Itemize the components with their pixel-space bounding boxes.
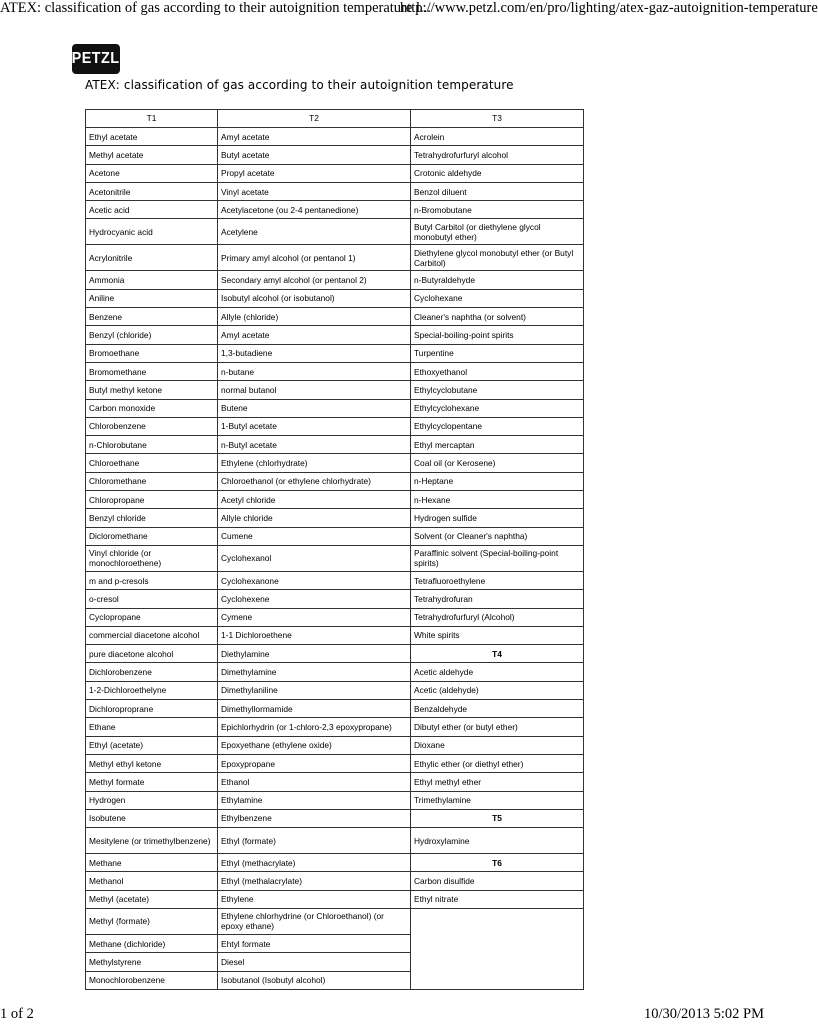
cell-t3: n-Butyraldehyde xyxy=(411,271,584,289)
table-row xyxy=(86,608,584,626)
cell-t3: Ethoxyethanol xyxy=(411,362,584,380)
cell-t3: Coal oil (or Kerosene) xyxy=(411,454,584,472)
table-row xyxy=(86,245,584,271)
cell-t3: Dioxane xyxy=(411,736,584,754)
table-row xyxy=(86,545,584,571)
cell-t3: Solvent (or Cleaner's naphtha) xyxy=(411,527,584,545)
cell-t2: Ethylene chlorhydrine (or Chloroethanol) (or epoxy ethane) xyxy=(218,908,411,934)
cell-t3: Paraffinic solvent (Special-boiling-point spirits) xyxy=(411,545,584,571)
table-row xyxy=(86,491,584,509)
cell-t1: Chloropropane xyxy=(86,491,218,509)
cell-t1: Methyl ethyl ketone xyxy=(86,754,218,772)
cell-t1: Methyl (formate) xyxy=(86,908,218,934)
cell-t2: 1-Butyl acetate xyxy=(218,417,411,435)
table-row xyxy=(86,399,584,417)
table-row xyxy=(86,381,584,399)
cell-t2: Primary amyl alcohol (or pentanol 1) xyxy=(218,245,411,271)
table-row xyxy=(86,773,584,791)
table-row xyxy=(86,828,584,854)
cell-t1: Chloroethane xyxy=(86,454,218,472)
table-row xyxy=(86,571,584,589)
column-header-t2: T2 xyxy=(218,110,411,128)
cell-t3: Acrolein xyxy=(411,128,584,146)
cell-t2: Vinyl acetate xyxy=(218,182,411,200)
table-row xyxy=(86,289,584,307)
cell-t1: Chlorobenzene xyxy=(86,417,218,435)
browser-page-url[interactable]: http://www.petzl.com/en/pro/lighting/atex-gaz-autoignition-temperature xyxy=(400,0,818,16)
cell-t2: Allyle chloride xyxy=(218,509,411,527)
cell-t3: Dibutyl ether (or butyl ether) xyxy=(411,718,584,736)
table-header-row xyxy=(86,110,584,128)
cell-t1: Acetonitrile xyxy=(86,182,218,200)
cell-t2: Propyl acetate xyxy=(218,164,411,182)
cell-t2: Epoxypropane xyxy=(218,754,411,772)
cell-t3: Tetrahydrofurfuryl (Alcohol) xyxy=(411,608,584,626)
cell-t2: Cyclohexanol xyxy=(218,545,411,571)
cell-t2: Cyclohexene xyxy=(218,590,411,608)
cell-t2: Acetyl chloride xyxy=(218,491,411,509)
cell-t1: Hydrocyanic acid xyxy=(86,219,218,245)
table-row xyxy=(86,663,584,681)
cell-t2: Butyl acetate xyxy=(218,146,411,164)
table-row xyxy=(86,472,584,490)
cell-t1: Aniline xyxy=(86,289,218,307)
table-row xyxy=(86,527,584,545)
cell-t3: Special-boiling-point spirits xyxy=(411,326,584,344)
cell-t3: Tetrahydrofuran xyxy=(411,590,584,608)
cell-t3: Tetrafluoroethylene xyxy=(411,571,584,589)
table-row xyxy=(86,362,584,380)
table-row xyxy=(86,590,584,608)
cell-t2: Isobutyl alcohol (or isobutanol) xyxy=(218,289,411,307)
cell-t1: Methanol xyxy=(86,872,218,890)
cell-t1: Bromoethane xyxy=(86,344,218,362)
table-row xyxy=(86,854,584,872)
table-row xyxy=(86,645,584,663)
cell-t3: Hydrogen sulfide xyxy=(411,509,584,527)
cell-t3: Carbon disulfide xyxy=(411,872,584,890)
cell-t3: White spirits xyxy=(411,626,584,644)
cell-t2: 1-1 Dichloroethene xyxy=(218,626,411,644)
cell-t2: Ethyl (methacrylate) xyxy=(218,854,411,872)
cell-t3: Crotonic aldehyde xyxy=(411,164,584,182)
cell-t1: Acetic acid xyxy=(86,201,218,219)
cell-t1: Methane (dichloride) xyxy=(86,934,218,952)
table-row xyxy=(86,626,584,644)
cell-t3: Cyclohexane xyxy=(411,289,584,307)
cell-t1: Ethane xyxy=(86,718,218,736)
cell-t2: Cymene xyxy=(218,608,411,626)
cell-t2: Ethyl (formate) xyxy=(218,828,411,854)
cell-t1: Ethyl acetate xyxy=(86,128,218,146)
cell-t1: Bromomethane xyxy=(86,362,218,380)
table-row xyxy=(86,736,584,754)
petzl-logo xyxy=(72,44,120,74)
cell-t1: Isobutene xyxy=(86,809,218,827)
table-row xyxy=(86,908,584,934)
cell-t2: Allyle (chloride) xyxy=(218,308,411,326)
cell-t2: Cumene xyxy=(218,527,411,545)
cell-t3: Ethylic ether (or diethyl ether) xyxy=(411,754,584,772)
cell-t2: Epichlorhydrin (or 1-chloro-2,3 epoxypropane) xyxy=(218,718,411,736)
cell-t1: Methyl (acetate) xyxy=(86,890,218,908)
cell-t1: Acetone xyxy=(86,164,218,182)
table-row xyxy=(86,890,584,908)
table-row xyxy=(86,182,584,200)
cell-t3: n-Bromobutane xyxy=(411,201,584,219)
table-row xyxy=(86,791,584,809)
cell-t1: Benzene xyxy=(86,308,218,326)
cell-t3: Ethylcyclobutane xyxy=(411,381,584,399)
cell-t3: n-Heptane xyxy=(411,472,584,490)
cell-t3: Ethylcyclohexane xyxy=(411,399,584,417)
cell-t1: 1-2-Dichloroethelyne xyxy=(86,681,218,699)
cell-t2: Dimethylamine xyxy=(218,663,411,681)
cell-t3: n-Hexane xyxy=(411,491,584,509)
cell-t2: Isobutanol (Isobutyl alcohol) xyxy=(218,971,411,989)
cell-t2: Acetylene xyxy=(218,219,411,245)
column-header-t3: T3 xyxy=(411,110,584,128)
cell-t3: Turpentine xyxy=(411,344,584,362)
cell-t2: Ethanol xyxy=(218,773,411,791)
cell-t3: Ethyl nitrate xyxy=(411,890,584,908)
cell-t1: Mesitylene (or trimethylbenzene) xyxy=(86,828,218,854)
cell-t2: Diethylamine xyxy=(218,645,411,663)
cell-t1: Methyl formate xyxy=(86,773,218,791)
cell-t2: Ehtyl formate xyxy=(218,934,411,952)
cell-t2: Chloroethanol (or ethylene chlorhydrate) xyxy=(218,472,411,490)
table-row xyxy=(86,718,584,736)
cell-t2: normal butanol xyxy=(218,381,411,399)
table-row xyxy=(86,872,584,890)
cell-t1: Ammonia xyxy=(86,271,218,289)
cell-t3: Tetrahydrofurfuryl alcohol xyxy=(411,146,584,164)
cell-t2: Ethyl (methalacrylate) xyxy=(218,872,411,890)
table-row xyxy=(86,700,584,718)
cell-t2: Dimethylaniline xyxy=(218,681,411,699)
cell-t1: Dichlorobenzene xyxy=(86,663,218,681)
cell-t3: Diethylene glycol monobutyl ether (or Butyl Carbitol) xyxy=(411,245,584,271)
cell-t1: Chloromethane xyxy=(86,472,218,490)
cell-t3: Ethylcyclopentane xyxy=(411,417,584,435)
cell-t1: Cyclopropane xyxy=(86,608,218,626)
cell-t1: Ethyl (acetate) xyxy=(86,736,218,754)
table-row xyxy=(86,271,584,289)
cell-t1: Dichloroproprane xyxy=(86,700,218,718)
browser-page-title: ATEX: classification of gas according to their autoignition temperature l... xyxy=(0,0,431,16)
cell-t3: Acetic (aldehyde) xyxy=(411,681,584,699)
cell-t1: m and p-cresols xyxy=(86,571,218,589)
table-row xyxy=(86,436,584,454)
empty-cell-t3 xyxy=(411,908,584,989)
cell-t3: Trimethylamine xyxy=(411,791,584,809)
table-row xyxy=(86,417,584,435)
cell-t2: Ethylamine xyxy=(218,791,411,809)
gas-classification-table xyxy=(85,109,584,990)
cell-t1: commercial diacetone alcohol xyxy=(86,626,218,644)
cell-t3: Cleaner's naphtha (or solvent) xyxy=(411,308,584,326)
document-title: ATEX: classification of gas according to their autoignition temperature xyxy=(85,78,514,92)
cell-t1: Methylstyrene xyxy=(86,953,218,971)
subheader-t5: T5 xyxy=(411,809,584,827)
table-row xyxy=(86,164,584,182)
cell-t1: Dicloromethane xyxy=(86,527,218,545)
cell-t2: n-Butyl acetate xyxy=(218,436,411,454)
cell-t1: Acrylonitrile xyxy=(86,245,218,271)
subheader-t6: T6 xyxy=(411,854,584,872)
table-row xyxy=(86,308,584,326)
column-header-t1: T1 xyxy=(86,110,218,128)
table-row xyxy=(86,344,584,362)
cell-t3: Acetic aldehyde xyxy=(411,663,584,681)
cell-t2: Butene xyxy=(218,399,411,417)
table-row xyxy=(86,454,584,472)
cell-t2: Amyl acetate xyxy=(218,128,411,146)
cell-t1: Benzyl chloride xyxy=(86,509,218,527)
cell-t2: Secondary amyl alcohol (or pentanol 2) xyxy=(218,271,411,289)
cell-t3: Benzol diluent xyxy=(411,182,584,200)
cell-t3: Hydroxylamine xyxy=(411,828,584,854)
cell-t1: Vinyl chloride (or monochloroethene) xyxy=(86,545,218,571)
cell-t2: Cyclohexanone xyxy=(218,571,411,589)
cell-t2: Amyl acetate xyxy=(218,326,411,344)
cell-t2: Ethylene (chlorhydrate) xyxy=(218,454,411,472)
logo-text: PETZL xyxy=(72,50,120,67)
cell-t1: Benzyl (chloride) xyxy=(86,326,218,344)
cell-t1: o-cresol xyxy=(86,590,218,608)
table-body xyxy=(86,128,584,990)
page-count: 1 of 2 xyxy=(0,1006,34,1022)
cell-t2: Ethylbenzene xyxy=(218,809,411,827)
cell-t1: pure diacetone alcohol xyxy=(86,645,218,663)
cell-t1: Butyl methyl ketone xyxy=(86,381,218,399)
cell-t1: Monochlorobenzene xyxy=(86,971,218,989)
table-row xyxy=(86,809,584,827)
cell-t3: Ethyl mercaptan xyxy=(411,436,584,454)
cell-t3: Butyl Carbitol (or diethylene glycol monobutyl ether) xyxy=(411,219,584,245)
table-row xyxy=(86,219,584,245)
table-row xyxy=(86,146,584,164)
cell-t1: n-Chlorobutane xyxy=(86,436,218,454)
cell-t2: n-butane xyxy=(218,362,411,380)
cell-t2: 1,3-butadiene xyxy=(218,344,411,362)
cell-t1: Hydrogen xyxy=(86,791,218,809)
cell-t1: Methane xyxy=(86,854,218,872)
cell-t2: Dimethyllormamide xyxy=(218,700,411,718)
table-row xyxy=(86,326,584,344)
cell-t1: Methyl acetate xyxy=(86,146,218,164)
cell-t2: Acetylacetone (ou 2-4 pentanedione) xyxy=(218,201,411,219)
cell-t2: Epoxyethane (ethylene oxide) xyxy=(218,736,411,754)
cell-t2: Diesel xyxy=(218,953,411,971)
table-row xyxy=(86,754,584,772)
table-row xyxy=(86,509,584,527)
table-row xyxy=(86,201,584,219)
cell-t1: Carbon monoxide xyxy=(86,399,218,417)
table-row xyxy=(86,128,584,146)
print-datetime: 10/30/2013 5:02 PM xyxy=(643,1006,764,1022)
subheader-t4: T4 xyxy=(411,645,584,663)
table-row xyxy=(86,681,584,699)
cell-t3: Ethyl methyl ether xyxy=(411,773,584,791)
cell-t3: Benzaldehyde xyxy=(411,700,584,718)
cell-t2: Ethylene xyxy=(218,890,411,908)
